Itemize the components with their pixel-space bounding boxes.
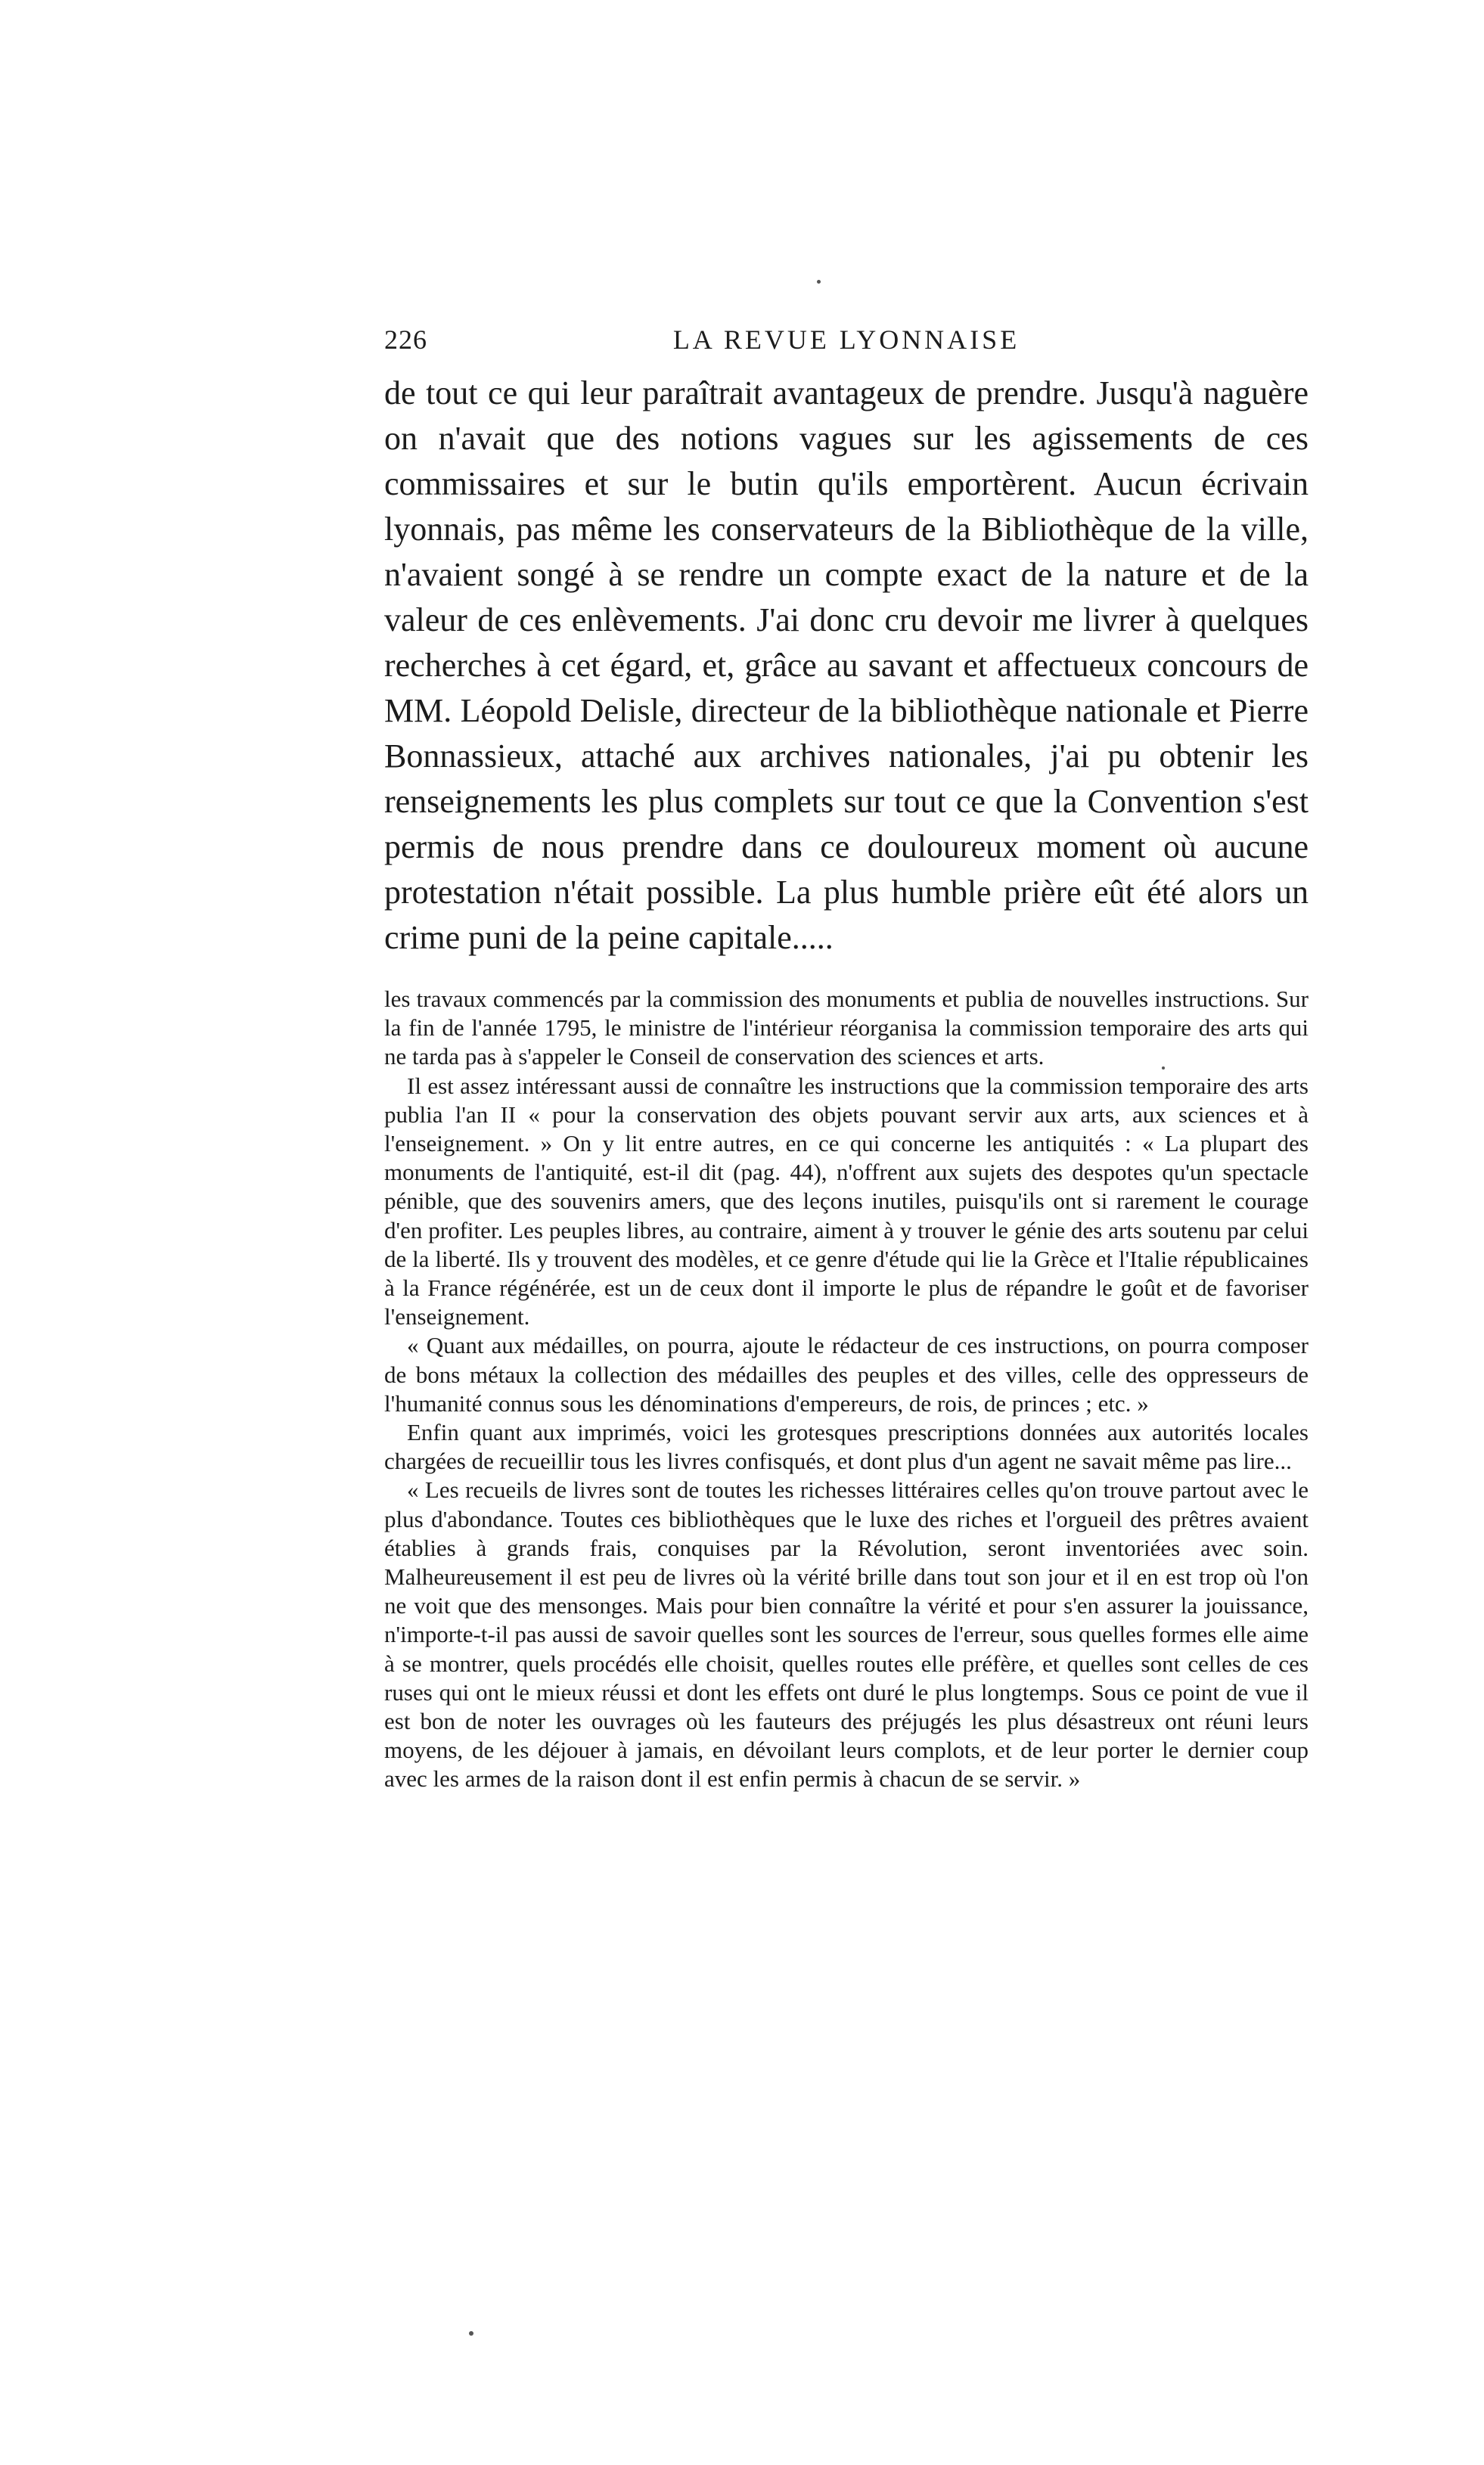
footnote-paragraph: Enfin quant aux imprimés, voici les grotesques prescriptions données aux autorités locales chargées de recueillir tous les livres confisqués, et dont plus d'un agent ne savait même pas lire... [384, 1419, 1309, 1475]
ink-speck [1162, 1066, 1165, 1070]
footnote-paragraph: Il est assez intéressant aussi de connaître les instructions que la commission temporaire des arts publia l'an II « pour la conservation des objets pouvant servir aux arts, aux sciences et à l'enseignement. » On y lit entre autres, en ce qui concerne les antiquités : « La plupart des monuments de l'antiquité, est-il dit (pag. 44), n'offrent aux sujets des despotes qu'un spectacle pénible, que des souvenirs amers, que des leçons inutiles, puisqu'ils ont si rarement le courage d'en profiter. Les peuples libres, au contraire, aiment à y trouver le génie des arts soutenu par celui de la liberté. Ils y trouvent des modèles, et ce genre d'étude qui lie la Grèce et l'Italie républicaines à la France régénérée, est un de ceux dont il importe le plus de répandre le goût et de favoriser l'enseignement. [384, 1072, 1309, 1330]
footnotes [384, 985, 1309, 1794]
page-number: 226 [384, 324, 427, 355]
ink-speck [817, 280, 821, 284]
footnote-paragraph: « Les recueils de livres sont de toutes les richesses littéraires celles qu'on trouve partout avec le plus d'abondance. Toutes ces bibliothèques que le luxe des riches et l'orgueil des prêtres avaient établies à grands frais, conquises par la Révolution, seront inventoriées avec soin. Malheureusement il est peu de livres où la vérité brille dans tout son jour et il en est trop où l'on ne voit que des mensonges. Mais pour bien connaître la vérité et pour s'en assurer la jouissance, n'importe-t-il pas aussi de savoir quelles sont les sources de l'erreur, sous quelles formes elle aime à se montrer, quels procédés elle choisit, quelles routes elle préfère, et quelles sont celles de ces ruses qui ont le mieux réussi et dont les effets ont duré le plus longtemps. Sous ce point de vue il est bon de noter les ouvrages où les fauteurs des préjugés les plus désastreux ont réuni leurs moyens, de les déjouer à jamais, en dévoilant leurs complots, et de leur porter le dernier coup avec les armes de la raison dont il est enfin permis à chacun de se servir. » [384, 1476, 1309, 1793]
main-paragraph: de tout ce qui leur paraîtrait avantageux de prendre. Jusqu'à naguère on n'avait que des notions vagues sur les agissements de ces commissaires et sur le butin qu'ils emportèrent. Aucun écrivain lyonnais, pas même les conservateurs de la Bibliothèque de la ville, n'avaient songé à se rendre un compte exact de la nature et de la valeur de ces enlèvements. J'ai donc cru devoir me livrer à quelques recherches à cet égard, et, grâce au savant et affectueux concours de MM. Léopold Delisle, directeur de la bibliothèque nationale et Pierre Bonnassieux, attaché aux archives nationales, j'ai pu obtenir les renseignements les plus complets sur tout ce que la Convention s'est permis de nous prendre dans ce douloureux moment où aucune protestation n'était possible. La plus humble prière eût été alors un crime puni de la peine capitale..... [384, 374, 1309, 956]
running-head: LA REVUE LYONNAISE [672, 324, 1020, 355]
ink-speck [469, 2331, 473, 2336]
footnote-paragraph: les travaux commencés par la commission des monuments et publia de nouvelles instructions. Sur la fin de l'année 1795, le ministre de l'intérieur réorganisa la commission temporaire des arts qui ne tarda pas à s'appeler le Conseil de conservation des sciences et arts. [384, 986, 1309, 1070]
page-header [384, 324, 1309, 363]
footnote-paragraph: « Quant aux médailles, on pourra, ajoute le rédacteur de ces instructions, on pourra composer de bons métaux la collection des médailles des peuples et des villes, celle des oppresseurs de l'humanité connus sous les dénominations d'empereurs, de rois, de princes ; etc. » [384, 1332, 1309, 1417]
